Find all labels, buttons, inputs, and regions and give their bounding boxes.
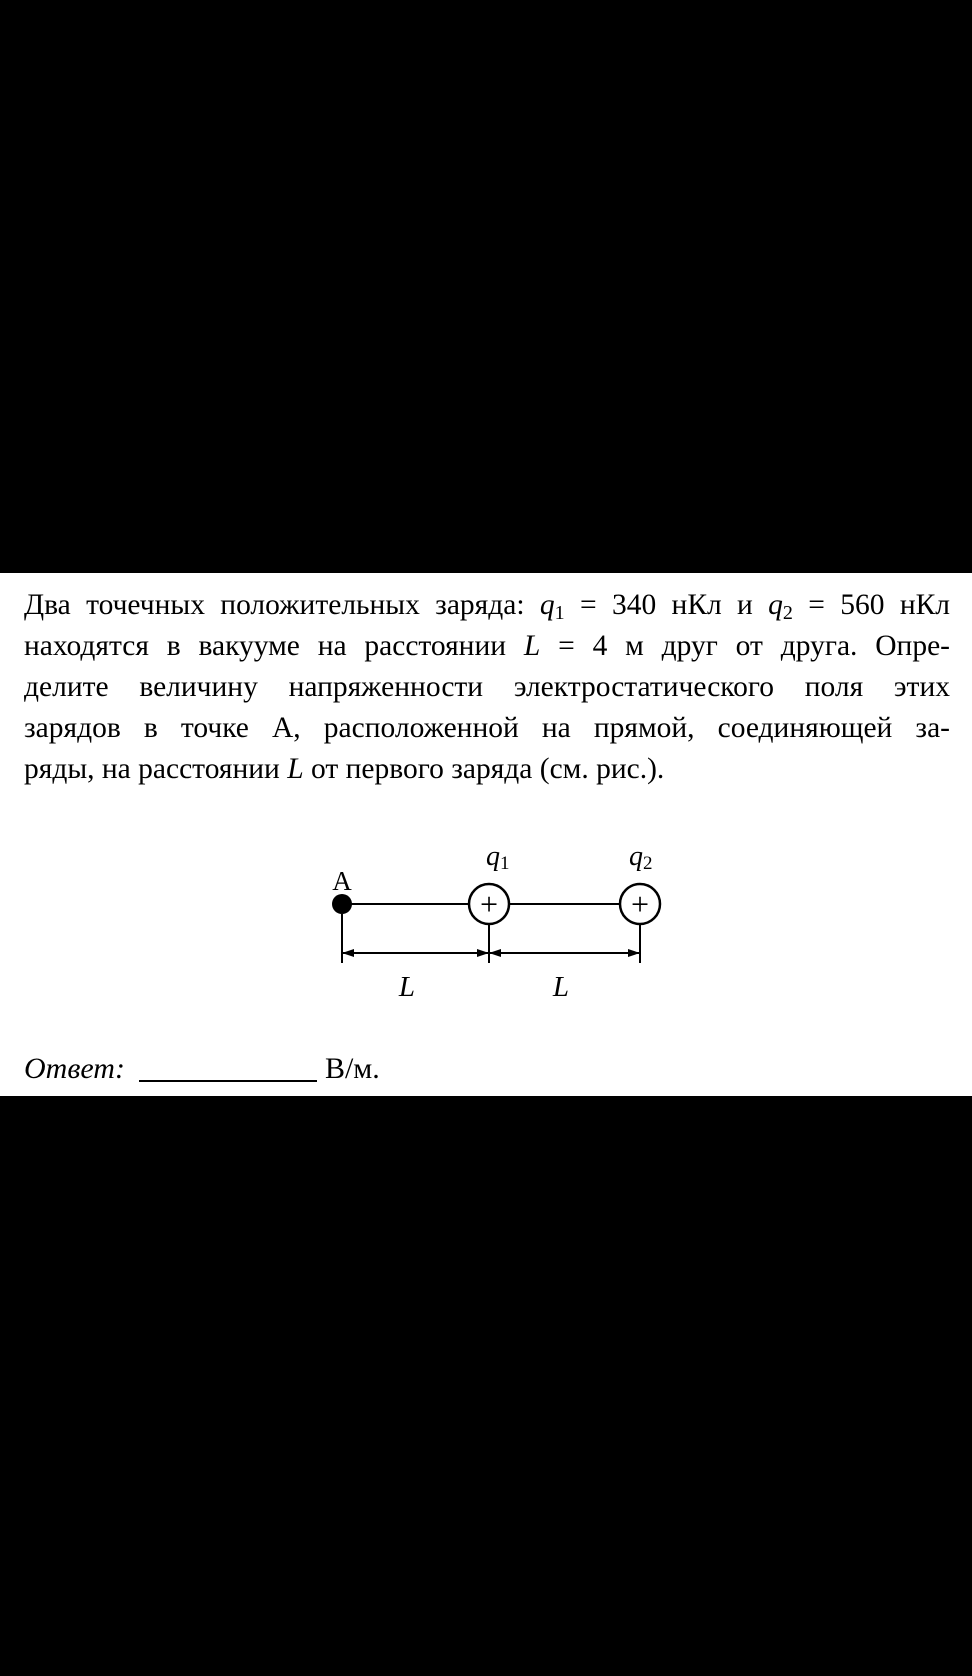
q2-label: q2 — [629, 841, 653, 874]
point-a-dot — [332, 894, 352, 914]
distance-label-2: L — [552, 971, 570, 1003]
problem-line-4: зарядов в точке А, расположенной на прямой, соединяющей за- — [24, 712, 950, 744]
problem-line-3: делите величину напряженности электростатического поля этих — [24, 671, 950, 703]
problem-page — [0, 573, 972, 1096]
distance-symbol: L — [523, 630, 541, 662]
answer-row — [24, 1051, 380, 1087]
answer-blank-field[interactable] — [139, 1052, 317, 1082]
answer-unit: В/м. — [324, 1052, 380, 1085]
q1-symbol: q — [539, 589, 555, 621]
problem-line-1: Два точечных положительных заряда: $q_1 = 340$ нКл и $q_2 = 560$ нКл — [24, 589, 951, 624]
distance-symbol: L — [287, 753, 304, 785]
problem-line-5: ряды, на расстоянии L от первого заряда (см. рис.). — [24, 753, 665, 785]
plus-sign-q2: + — [630, 886, 650, 922]
q2-symbol: q — [768, 589, 783, 621]
charges-diagram — [0, 573, 972, 1096]
plus-sign-q1: + — [479, 886, 499, 922]
q1-label: q1 — [486, 841, 510, 874]
problem-line-2: находятся в вакууме на расстоянии L = 4 м друг от друга. Опре- — [24, 630, 950, 662]
distance-label-1: L — [398, 971, 416, 1003]
answer-label: Ответ: — [24, 1052, 125, 1085]
point-a-label: A — [332, 866, 352, 896]
